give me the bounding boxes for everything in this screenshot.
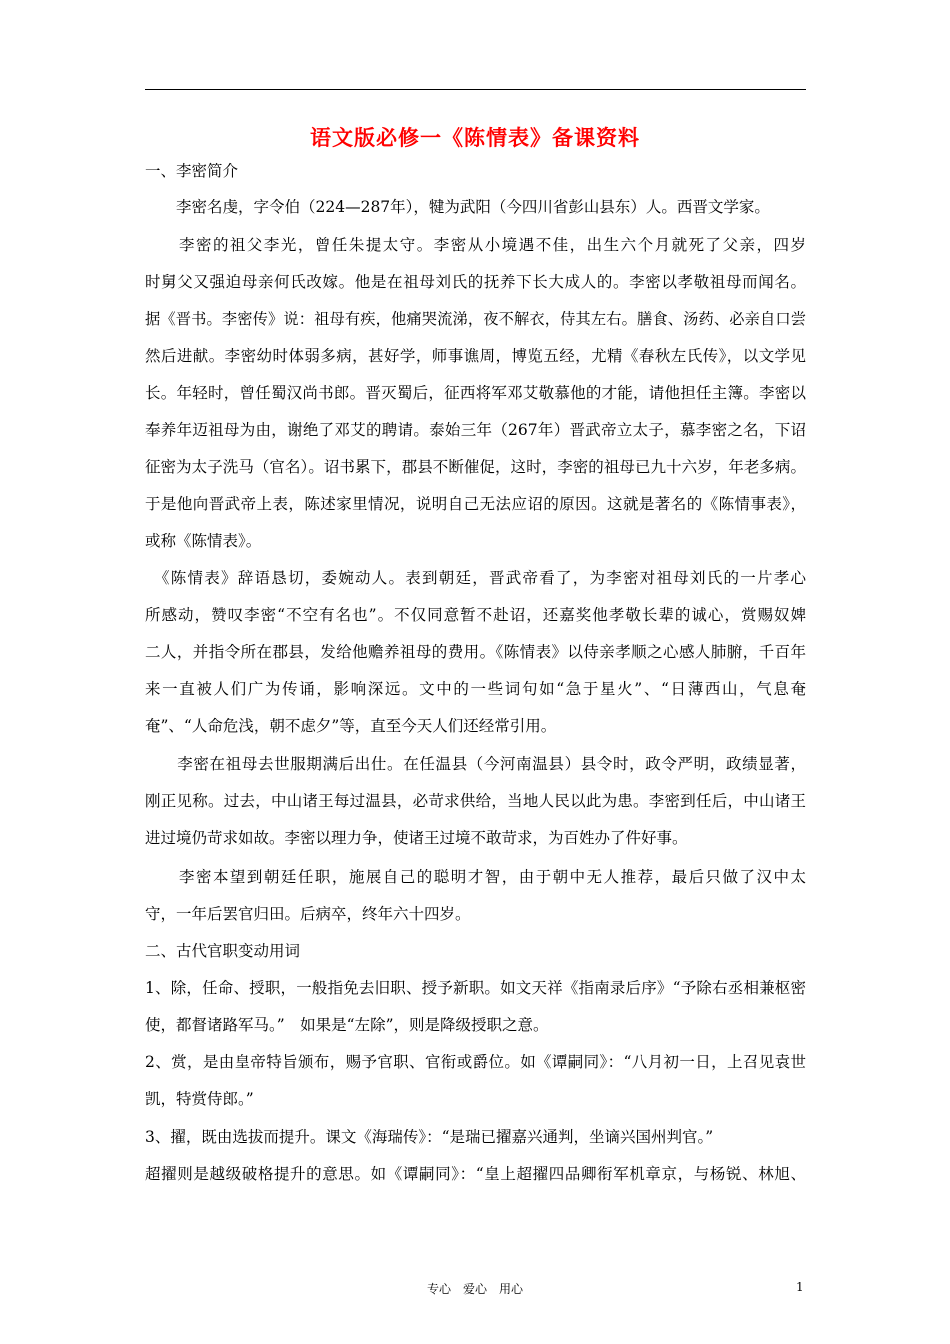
paragraph-line: 李密本望到朝廷任职，施展自己的聪明才智，由于朝中无人推荐，最后只做了汉中太: [145, 868, 806, 886]
paragraph-line: 来一直被人们广为传诵，影响深远。文中的一些词句如“急于星火”、“日薄西山，气息奄: [145, 680, 806, 698]
paragraph-line: 李密的祖父李光，曾任朱提太守。李密从小境遇不佳，出生六个月就死了父亲，四岁: [145, 236, 806, 254]
paragraph-line: 二人，并指令所在郡县，发给他赡养祖母的费用。《陈情表》以侍亲孝顺之心感人肺腑，千百年: [145, 643, 806, 661]
paragraph-line: 凯，特赏侍郎。”: [145, 1090, 254, 1108]
section-heading: 二、古代官职变动用词: [145, 942, 301, 960]
paragraph-line: 使，都督诸路军马。” 如果是“左除”，则是降级授职之意。: [145, 1016, 549, 1034]
paragraph-line: 刚正见称。过去，中山诸王每过温县，必苛求供给，当地人民以此为患。李密到任后，中山诸王: [145, 792, 806, 810]
paragraph-line: 然后进献。李密幼时体弱多病，甚好学，师事谯周，博览五经，尤精《春秋左氏传》，以文学见: [145, 347, 806, 365]
section-heading: 一、李密简介: [145, 162, 239, 180]
paragraph-line: 3、擢，既由选拔而提升。课文《海瑞传》：“是瑞已擢嘉兴通判，坐谪兴国州判官。”: [145, 1128, 714, 1146]
paragraph-line: 1、除，任命、授职，一般指免去旧职、授予新职。如文天祥《指南录后序》“予除右丞相兼枢密: [145, 979, 806, 997]
page-footer: 专心 爱心 用心: [426, 1282, 523, 1296]
page-number: 1: [796, 1280, 804, 1294]
paragraph-line: 《陈情表》辞语恳切，委婉动人。表到朝廷，晋武帝看了，为李密对祖母刘氏的一片孝心: [145, 569, 806, 587]
paragraph-line: 或称《陈情表》。: [145, 532, 262, 550]
paragraph-line: 奄”、“人命危浅，朝不虑夕”等，直至今天人们还经常引用。: [145, 717, 557, 735]
paragraph-line: 守，一年后罢官归田。后病卒，终年六十四岁。: [145, 905, 471, 923]
paragraph-line: 2、赏，是由皇帝特旨颁布，赐予官职、官衔或爵位。如《谭嗣同》：“八月初一日，上召见袁世: [145, 1053, 806, 1071]
paragraph-line: 征密为太子洗马（官名）。诏书累下，郡县不断催促，这时，李密的祖母已九十六岁，年老多病。: [145, 458, 806, 476]
paragraph-line: 进过境仍苛求如故。李密以理力争，使诸王过境不敢苛求，为百姓办了件好事。: [145, 829, 688, 847]
header-rule: [145, 89, 806, 90]
paragraph-line: 奉养年迈祖母为由，谢绝了邓艾的聘请。泰始三年（267年）晋武帝立太子，慕李密之名，下诏: [145, 421, 806, 439]
paragraph-line: 据《晋书。李密传》说：祖母有疾，他痛哭流涕，夜不解衣，侍其左右。膳食、汤药、必亲自口尝: [145, 310, 806, 328]
paragraph-line: 李密在祖母去世服期满后出仕。在任温县（今河南温县）县令时，政令严明，政绩显著，: [145, 755, 806, 773]
paragraph-line: 李密名虔，字令伯（224—287年），犍为武阳（今四川省彭山县东）人。西晋文学家。: [145, 198, 770, 216]
paragraph-line: 长。年轻时，曾任蜀汉尚书郎。晋灭蜀后，征西将军邓艾敬慕他的才能，请他担任主簿。李密以: [145, 384, 806, 402]
paragraph-line: 超擢则是越级破格提升的意思。如《谭嗣同》：“皇上超擢四品卿衔军机章京，与杨锐、林旭、: [145, 1165, 806, 1183]
paragraph-line: 所感动，赞叹李密“不空有名也”。不仅同意暂不赴诏，还嘉奖他孝敬长辈的诚心，赏赐奴婢: [145, 606, 806, 624]
paragraph-line: 时舅父又强迫母亲何氏改嫁。他是在祖母刘氏的抚养下长大成人的。李密以孝敬祖母而闻名。: [145, 273, 806, 291]
paragraph-line: 于是他向晋武帝上表，陈述家里情况，说明自己无法应诏的原因。这就是著名的《陈情事表》，: [145, 495, 806, 513]
document-title: 语文版必修一《陈情表》备课资料: [310, 125, 640, 150]
